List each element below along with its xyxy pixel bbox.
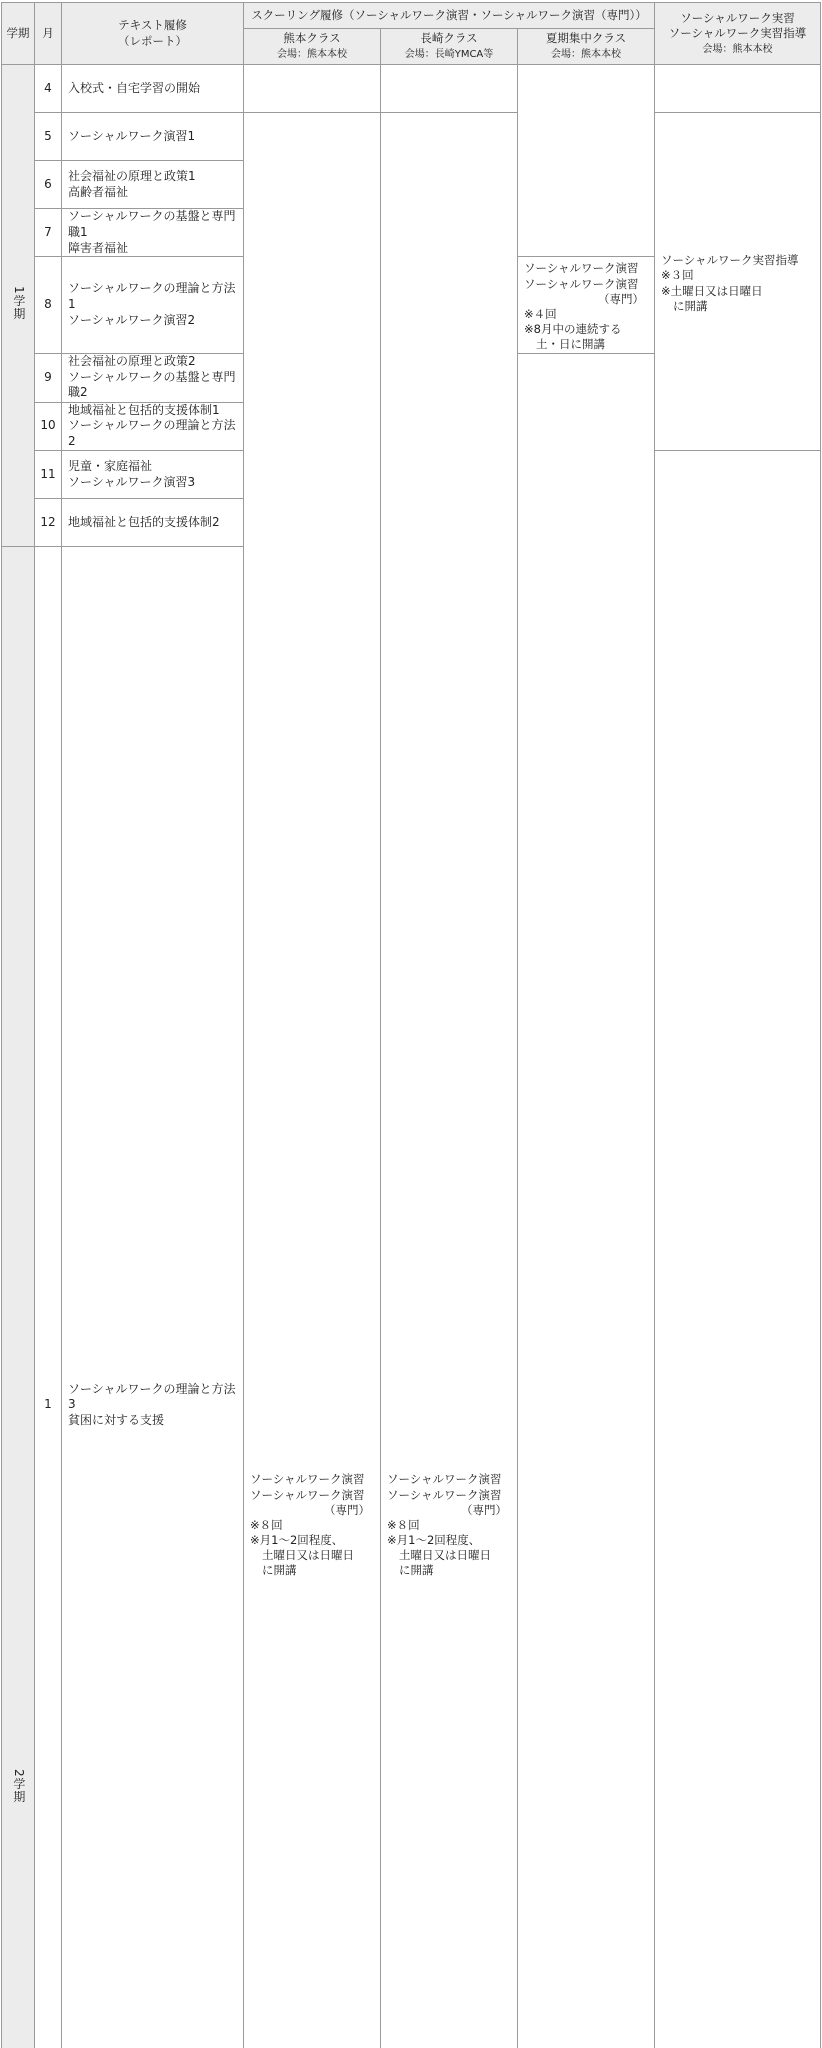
subject-cell: ソーシャルワークの基盤と専門職1 障害者福祉 [62, 209, 244, 257]
month-cell: 10 [35, 402, 62, 450]
summer-empty [518, 353, 655, 2048]
kumamoto-schedule: ソーシャルワーク演習 ソーシャルワーク演習 （専門） ※８回 ※月1〜2回程度、 土曜日又は日曜日 に開講 [244, 113, 381, 2048]
header-kumamoto: 熊本クラス 会場：熊本本校 [244, 29, 381, 65]
guidance-1-schedule: ソーシャルワーク実習指導 ※３回 ※土曜日又は日曜日 に開講 [655, 113, 821, 451]
nagasaki-empty [381, 65, 518, 113]
month-cell: 7 [35, 209, 62, 257]
nagasaki-schedule: ソーシャルワーク演習 ソーシャルワーク演習 （専門） ※８回 ※月1〜2回程度、 土曜日又は日曜日 に開講 [381, 113, 518, 2048]
schedule-table [1, 2, 821, 2048]
header-term: 学期 [2, 3, 35, 65]
month-cell: 8 [35, 257, 62, 353]
header-nagasaki: 長崎クラス 会場：長崎YMCA等 [381, 29, 518, 65]
subject-cell: 地域福祉と包括的支援体制2 [62, 499, 244, 547]
kumamoto-empty [244, 65, 381, 113]
month-cell: 9 [35, 353, 62, 402]
header-practice: ソーシャルワーク実習 ソーシャルワーク実習指導 会場：熊本本校 [655, 3, 821, 65]
summer-empty [518, 65, 655, 257]
month-cell: 1 [35, 547, 62, 2048]
table-row [2, 113, 821, 161]
header-month: 月 [35, 3, 62, 65]
term-1-label: 1学期 [2, 65, 35, 547]
month-cell: 12 [35, 499, 62, 547]
subject-cell: 入校式・自宅学習の開始 [62, 65, 244, 113]
practice-empty [655, 65, 821, 113]
month-cell: 6 [35, 161, 62, 209]
subject-cell: ソーシャルワークの理論と方法1 ソーシャルワーク演習2 [62, 257, 244, 353]
month-cell: 11 [35, 451, 62, 499]
month-cell: 4 [35, 65, 62, 113]
subject-cell: 地域福祉と包括的支援体制1 ソーシャルワークの理論と方法2 [62, 402, 244, 450]
header-schooling: スクーリング履修（ソーシャルワーク演習・ソーシャルワーク演習（専門）） [244, 3, 655, 29]
subject-cell: 児童・家庭福祉 ソーシャルワーク演習3 [62, 451, 244, 499]
subject-cell: ソーシャルワーク演習1 [62, 113, 244, 161]
header-summer: 夏期集中クラス 会場：熊本本校 [518, 29, 655, 65]
term-2-label: 2学期 [2, 547, 35, 2048]
subject-cell: ソーシャルワークの理論と方法3 貧困に対する支援 [62, 547, 244, 2048]
month-cell: 5 [35, 113, 62, 161]
table-row [2, 65, 821, 113]
subject-cell: 社会福祉の原理と政策1 高齢者福祉 [62, 161, 244, 209]
summer-1-schedule: ソーシャルワーク演習 ソーシャルワーク演習 （専門） ※４回 ※8月中の連続する 土・日に開講 [518, 257, 655, 353]
header-text-history: テキスト履修 （レポート） [62, 3, 244, 65]
subject-cell: 社会福祉の原理と政策2 ソーシャルワークの基盤と専門職2 [62, 353, 244, 402]
